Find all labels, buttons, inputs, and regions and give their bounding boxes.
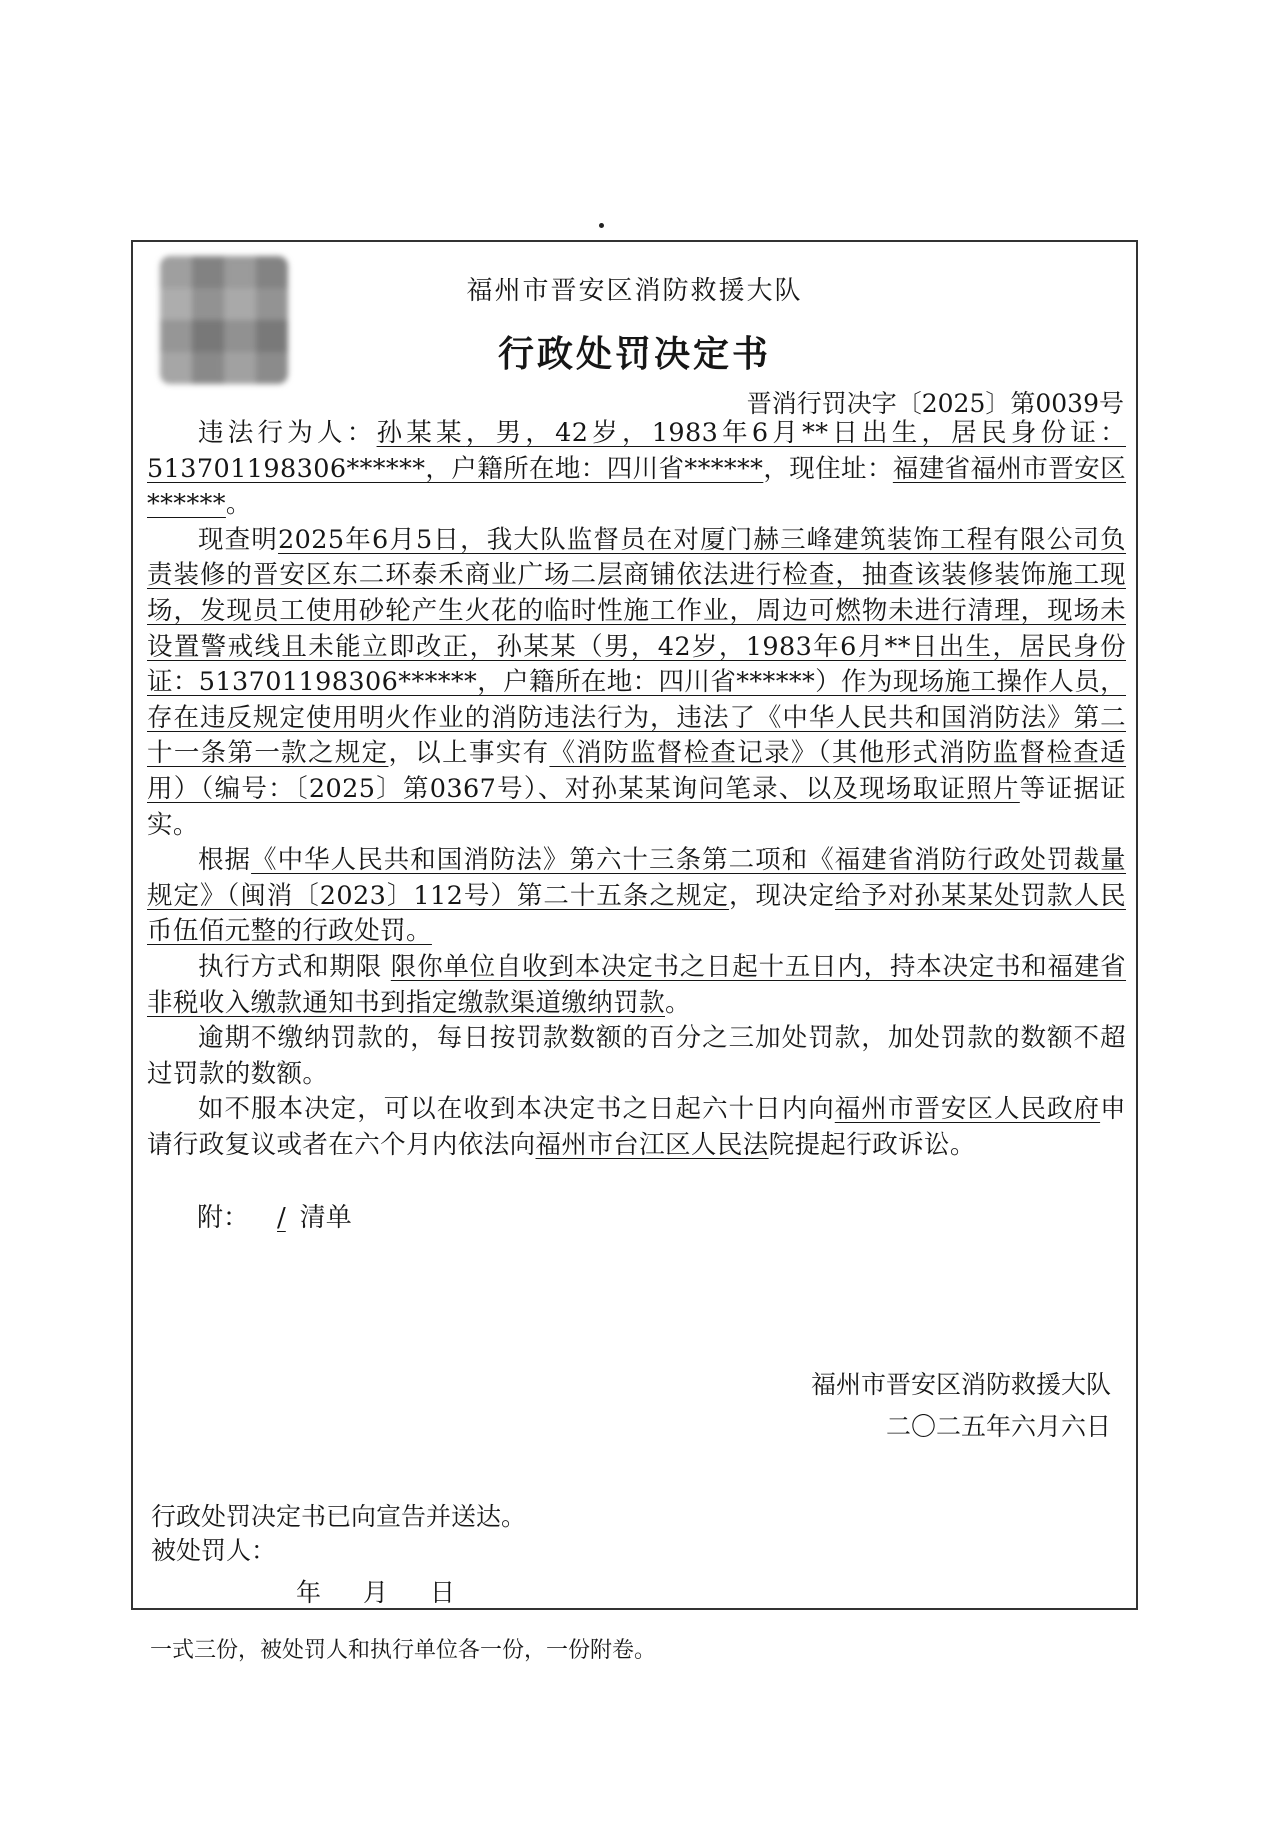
appeal-paragraph (147, 1092, 1126, 1163)
signature-block (811, 1364, 1111, 1448)
basis-text: 《中华人民共和国消防法》第六十三条第二项和《福建省消防行政处罚裁量规定》（闽消〔2023〕112号）第二十五条之规定 (147, 845, 1127, 911)
address-label: ，现住址： (763, 453, 893, 484)
document-number: 晋消行罚决字〔2025〕第0039号 (746, 389, 1124, 418)
scan-dot (599, 223, 604, 228)
basis-lead: 根据 (198, 845, 252, 876)
receipt-day: 日 (430, 1578, 456, 1607)
receipt-year: 年 (296, 1578, 322, 1607)
document-body (147, 416, 1126, 1163)
basis-paragraph (147, 843, 1126, 950)
party-name: 孙某某 (376, 418, 466, 448)
issuing-agency: 福州市晋安区消防救援大队 (466, 276, 803, 306)
execution-text: 限你单位自收到本决定书之日起十五日内，持本决定书和福建省非税收入缴款通知书到指定缴款渠道缴纳罚款 (147, 951, 1127, 1018)
party-end: 。 (225, 489, 252, 520)
basis-mid: ，现决定 (728, 880, 835, 911)
attachment-item: 清单 (299, 1203, 352, 1233)
appeal-end: 院提起行政诉讼。 (768, 1129, 976, 1160)
execution-end: 。 (665, 987, 691, 1018)
party-paragraph (147, 416, 1126, 523)
appeal-court: 福州市台江区人民法 (535, 1129, 769, 1160)
party-address: 福建省福州市晋安区****** (147, 453, 1126, 520)
recipient-label: 被处罚人： (151, 1536, 277, 1565)
document-title: 行政处罚决定书 (497, 333, 771, 375)
attachment-label: 附： (197, 1203, 250, 1233)
document-frame (131, 240, 1138, 1610)
facts-text: 2025年6月5日，我大队监督员在对厦门赫三峰建筑装饰工程有限公司负责装修的晋安区东二环泰禾商业广场二层商铺依法进行检查，抽查该装修装饰施工现场，发现员工使用砂轮产生火花的临时性施工作业，周边可燃物未进行清理，现场未设置警戒线且未能立即改正，孙某某（男，42岁，1983年6月**日出生，居民身份证：513701198306******，户籍所在地：四川省******）作为现场施工操作人员，存在违反规定使用明火作业的消防违法行为，违法了《中华人民共和国消防法》第二十一条第一款之规定 (147, 524, 1127, 769)
appeal-lead: 如不服本决定，可以在收到本决定书之日起六十日内向 (198, 1094, 835, 1125)
facts-end: 等证据证实。 (147, 773, 1127, 840)
facts-mid: ，以上事实有 (388, 738, 550, 769)
attachment-line (197, 1197, 352, 1234)
signature-date: 二〇二五年六月六日 (885, 1412, 1111, 1441)
service-block (151, 1500, 526, 1610)
overdue-paragraph: 逾期不缴纳罚款的，每日按罚款数额的百分之三加处罚款，加处罚款的数额不超过罚款的数额。 (147, 1023, 1126, 1089)
copies-note: 一式三份，被处罚人和执行单位各一份，一份附卷。 (150, 1638, 657, 1663)
party-label: 违法行为人： (198, 418, 377, 448)
facts-evidence: 《消防监督检查记录》（其他形式消防监督检查适用）（编号：〔2025〕第0367号）、对孙某某询问笔录、以及现场取证照片 (147, 738, 1127, 804)
execution-lead: 执行方式和期限 (198, 951, 382, 982)
attachment-count: / (277, 1203, 286, 1233)
execution-paragraph (147, 950, 1126, 1021)
appeal-mid: 申请行政复议或者在六个月内依法向 (147, 1094, 1126, 1160)
party-details: ，男，42岁，1983年6月**日出生，居民身份证：513701198306******，户籍所在地：四川省****** (147, 418, 1126, 484)
appeal-government: 福州市晋安区人民政府 (834, 1094, 1101, 1125)
service-statement: 行政处罚决定书已向宣告并送达。 (151, 1502, 527, 1531)
receipt-month: 月 (363, 1578, 389, 1607)
facts-lead: 现查明 (198, 524, 279, 555)
signature-agency: 福州市晋安区消防救援大队 (810, 1370, 1111, 1399)
facts-paragraph (147, 523, 1126, 843)
receipt-date (151, 1576, 526, 1610)
penalty-decision: 给予对孙某某处罚款人民币伍佰元整的行政处罚。 (147, 880, 1126, 947)
